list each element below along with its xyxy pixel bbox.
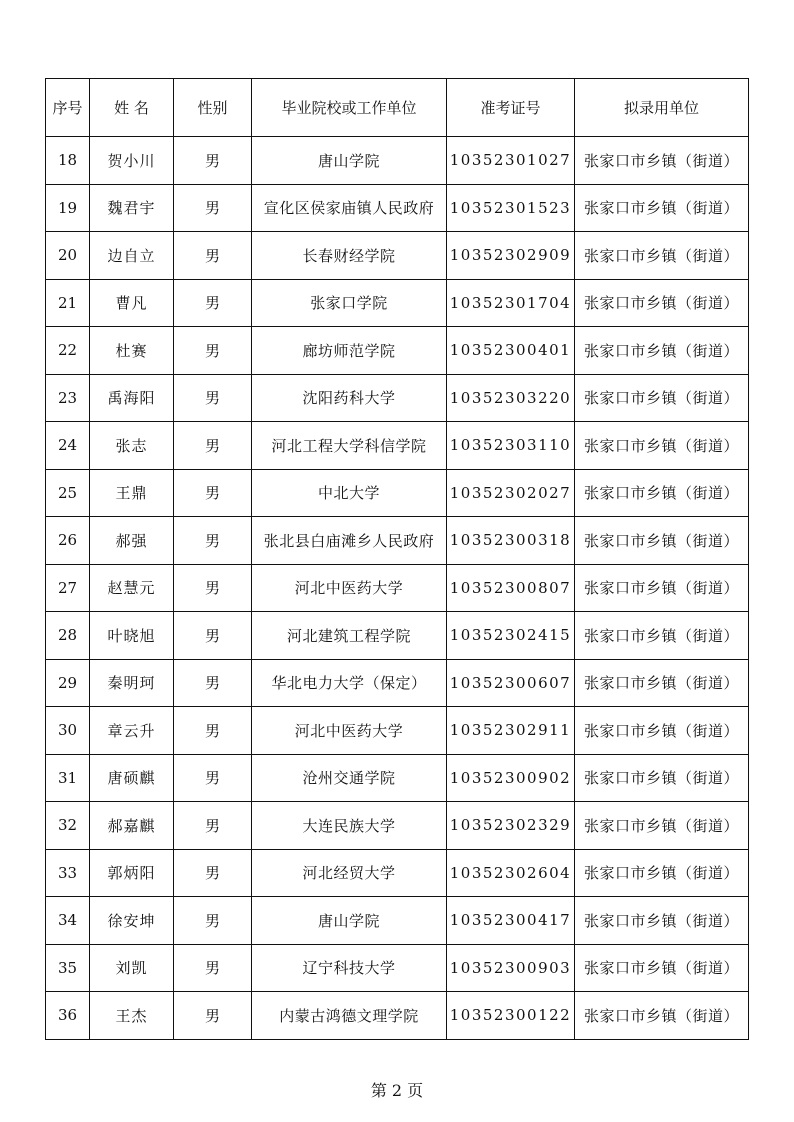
- cell-exam-id: 10352300122: [447, 992, 575, 1040]
- header-no: 序号: [46, 79, 90, 137]
- cell-name: 郭炳阳: [90, 849, 174, 897]
- table-row: [46, 517, 749, 565]
- header-school: 毕业院校或工作单位: [252, 79, 447, 137]
- cell-no: 32: [46, 802, 90, 850]
- cell-gender: 男: [174, 469, 252, 517]
- cell-exam-id: 10352303110: [447, 422, 575, 470]
- cell-no: 26: [46, 517, 90, 565]
- cell-gender: 男: [174, 659, 252, 707]
- cell-unit: 张家口市乡镇（街道）: [575, 564, 749, 612]
- cell-name: 禹海阳: [90, 374, 174, 422]
- cell-school: 宣化区侯家庙镇人民政府: [252, 184, 447, 232]
- cell-no: 21: [46, 279, 90, 327]
- cell-no: 18: [46, 137, 90, 185]
- cell-no: 22: [46, 327, 90, 375]
- cell-name: 唐硕麒: [90, 754, 174, 802]
- cell-school: 沧州交通学院: [252, 754, 447, 802]
- cell-name: 杜赛: [90, 327, 174, 375]
- cell-school: 河北中医药大学: [252, 707, 447, 755]
- cell-no: 23: [46, 374, 90, 422]
- cell-name: 贺小川: [90, 137, 174, 185]
- cell-school: 内蒙古鸿德文理学院: [252, 992, 447, 1040]
- cell-unit: 张家口市乡镇（街道）: [575, 374, 749, 422]
- cell-exam-id: 10352300607: [447, 659, 575, 707]
- cell-gender: 男: [174, 897, 252, 945]
- table-row: [46, 754, 749, 802]
- cell-no: 24: [46, 422, 90, 470]
- cell-gender: 男: [174, 279, 252, 327]
- cell-school: 河北工程大学科信学院: [252, 422, 447, 470]
- cell-unit: 张家口市乡镇（街道）: [575, 754, 749, 802]
- cell-unit: 张家口市乡镇（街道）: [575, 659, 749, 707]
- cell-name: 张志: [90, 422, 174, 470]
- cell-school: 张北县白庙滩乡人民政府: [252, 517, 447, 565]
- cell-exam-id: 10352301704: [447, 279, 575, 327]
- cell-exam-id: 10352302911: [447, 707, 575, 755]
- cell-exam-id: 10352301027: [447, 137, 575, 185]
- cell-exam-id: 10352302027: [447, 469, 575, 517]
- cell-no: 34: [46, 897, 90, 945]
- cell-school: 张家口学院: [252, 279, 447, 327]
- cell-name: 刘凯: [90, 944, 174, 992]
- table-row: [46, 469, 749, 517]
- cell-school: 中北大学: [252, 469, 447, 517]
- roster-table: [45, 78, 749, 1040]
- table-row: [46, 659, 749, 707]
- table-row: [46, 422, 749, 470]
- cell-exam-id: 10352302909: [447, 232, 575, 280]
- cell-name: 徐安坤: [90, 897, 174, 945]
- cell-gender: 男: [174, 184, 252, 232]
- cell-gender: 男: [174, 992, 252, 1040]
- cell-school: 廊坊师范学院: [252, 327, 447, 375]
- header-gender: 性别: [174, 79, 252, 137]
- cell-name: 章云升: [90, 707, 174, 755]
- cell-school: 沈阳药科大学: [252, 374, 447, 422]
- table-row: [46, 137, 749, 185]
- cell-no: 25: [46, 469, 90, 517]
- table-row: [46, 707, 749, 755]
- cell-name: 王鼎: [90, 469, 174, 517]
- cell-unit: 张家口市乡镇（街道）: [575, 232, 749, 280]
- cell-no: 29: [46, 659, 90, 707]
- cell-no: 20: [46, 232, 90, 280]
- cell-gender: 男: [174, 944, 252, 992]
- cell-exam-id: 10352303220: [447, 374, 575, 422]
- table-row: [46, 374, 749, 422]
- table-row: [46, 184, 749, 232]
- table-row: [46, 279, 749, 327]
- cell-exam-id: 10352302329: [447, 802, 575, 850]
- page-number: 第 2 页: [370, 1081, 424, 1100]
- cell-unit: 张家口市乡镇（街道）: [575, 944, 749, 992]
- cell-exam-id: 10352301523: [447, 184, 575, 232]
- cell-unit: 张家口市乡镇（街道）: [575, 184, 749, 232]
- cell-name: 曹凡: [90, 279, 174, 327]
- cell-no: 35: [46, 944, 90, 992]
- cell-no: 27: [46, 564, 90, 612]
- cell-unit: 张家口市乡镇（街道）: [575, 707, 749, 755]
- cell-no: 31: [46, 754, 90, 802]
- cell-name: 郝嘉麒: [90, 802, 174, 850]
- table-row: [46, 232, 749, 280]
- cell-exam-id: 10352300807: [447, 564, 575, 612]
- table-row: [46, 849, 749, 897]
- cell-gender: 男: [174, 612, 252, 660]
- cell-exam-id: 10352300417: [447, 897, 575, 945]
- cell-name: 叶晓旭: [90, 612, 174, 660]
- cell-unit: 张家口市乡镇（街道）: [575, 612, 749, 660]
- cell-unit: 张家口市乡镇（街道）: [575, 469, 749, 517]
- cell-school: 河北经贸大学: [252, 849, 447, 897]
- cell-no: 30: [46, 707, 90, 755]
- cell-school: 唐山学院: [252, 897, 447, 945]
- header-exam-id: 准考证号: [447, 79, 575, 137]
- cell-no: 33: [46, 849, 90, 897]
- header-name: 姓 名: [90, 79, 174, 137]
- table-row: [46, 944, 749, 992]
- cell-exam-id: 10352302604: [447, 849, 575, 897]
- cell-exam-id: 10352300903: [447, 944, 575, 992]
- cell-exam-id: 10352300318: [447, 517, 575, 565]
- table-row: [46, 897, 749, 945]
- cell-gender: 男: [174, 564, 252, 612]
- cell-name: 魏君宇: [90, 184, 174, 232]
- cell-name: 秦明珂: [90, 659, 174, 707]
- cell-gender: 男: [174, 422, 252, 470]
- cell-unit: 张家口市乡镇（街道）: [575, 279, 749, 327]
- cell-no: 19: [46, 184, 90, 232]
- cell-name: 王杰: [90, 992, 174, 1040]
- table-row: [46, 327, 749, 375]
- cell-name: 赵慧元: [90, 564, 174, 612]
- cell-exam-id: 10352300902: [447, 754, 575, 802]
- cell-gender: 男: [174, 802, 252, 850]
- cell-name: 边自立: [90, 232, 174, 280]
- cell-unit: 张家口市乡镇（街道）: [575, 137, 749, 185]
- cell-school: 大连民族大学: [252, 802, 447, 850]
- cell-gender: 男: [174, 374, 252, 422]
- cell-unit: 张家口市乡镇（街道）: [575, 327, 749, 375]
- cell-gender: 男: [174, 517, 252, 565]
- table-row: [46, 612, 749, 660]
- cell-school: 河北建筑工程学院: [252, 612, 447, 660]
- cell-unit: 张家口市乡镇（街道）: [575, 517, 749, 565]
- table-row: [46, 802, 749, 850]
- cell-gender: 男: [174, 137, 252, 185]
- cell-unit: 张家口市乡镇（街道）: [575, 992, 749, 1040]
- cell-name: 郝强: [90, 517, 174, 565]
- cell-no: 36: [46, 992, 90, 1040]
- cell-no: 28: [46, 612, 90, 660]
- table-row: [46, 992, 749, 1040]
- cell-exam-id: 10352300401: [447, 327, 575, 375]
- cell-exam-id: 10352302415: [447, 612, 575, 660]
- cell-unit: 张家口市乡镇（街道）: [575, 422, 749, 470]
- cell-school: 河北中医药大学: [252, 564, 447, 612]
- table-body: [46, 137, 749, 1040]
- cell-unit: 张家口市乡镇（街道）: [575, 849, 749, 897]
- cell-unit: 张家口市乡镇（街道）: [575, 897, 749, 945]
- cell-gender: 男: [174, 707, 252, 755]
- cell-gender: 男: [174, 754, 252, 802]
- cell-school: 唐山学院: [252, 137, 447, 185]
- header-row: [46, 79, 749, 137]
- cell-school: 华北电力大学（保定）: [252, 659, 447, 707]
- cell-school: 辽宁科技大学: [252, 944, 447, 992]
- cell-gender: 男: [174, 849, 252, 897]
- cell-school: 长春财经学院: [252, 232, 447, 280]
- cell-gender: 男: [174, 232, 252, 280]
- table-row: [46, 564, 749, 612]
- header-unit: 拟录用单位: [575, 79, 749, 137]
- cell-gender: 男: [174, 327, 252, 375]
- cell-unit: 张家口市乡镇（街道）: [575, 802, 749, 850]
